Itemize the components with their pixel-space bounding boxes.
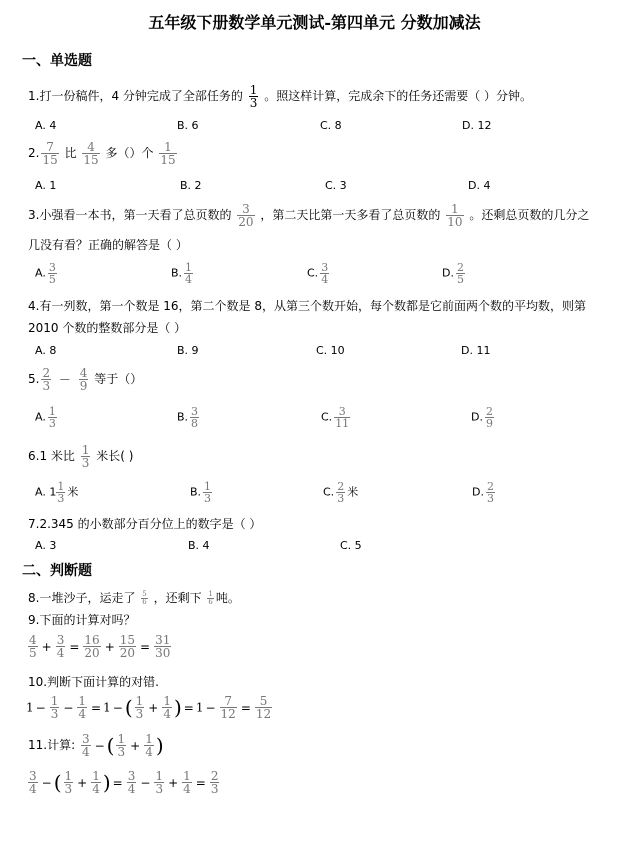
question-4: 4.有一列数，第一个数是 16，第二个数是 8，从第三个数开始，每个数都是它前面两个数的平均数，则第: [28, 299, 586, 313]
question-number: 5.: [28, 372, 40, 386]
option-d[interactable]: D. $\frac{2}{5}$: [442, 261, 464, 286]
question-text: 等于（）: [94, 372, 143, 386]
fraction: $\frac{7}{15}$: [42, 140, 58, 167]
option-b[interactable]: B. $\frac{1}{3}$: [190, 480, 212, 505]
question-text: 米长( ): [96, 449, 134, 463]
fraction: $\frac{4}{9}$: [79, 366, 88, 393]
option-b[interactable]: B. $\frac{3}{8}$: [177, 405, 199, 430]
option-d[interactable]: D. $\frac{2}{9}$: [471, 405, 493, 430]
minus-sign: －: [58, 373, 71, 387]
option-a[interactable]: A. $\frac{3}{5}$: [35, 261, 56, 286]
fraction: $\frac{3}{20}$: [238, 202, 254, 229]
question-9: 9.下面的计算对吗？: [28, 613, 136, 627]
question-text: 多（）个: [105, 146, 154, 160]
fraction: $\frac{1}{15}$: [160, 140, 176, 167]
fraction: $\frac{1}{10}$: [447, 202, 463, 229]
option-b[interactable]: B. 9: [177, 344, 199, 357]
question-3: [28, 203, 589, 228]
option-a[interactable]: A. 1: [35, 179, 57, 192]
fraction: $\frac{4}{15}$: [83, 140, 99, 167]
option-a[interactable]: A. $\frac{1}{3}$: [35, 405, 56, 430]
question-text: 3.小强看一本书，第一天看了总页数的: [28, 208, 232, 222]
fraction: $\frac{1}{3}$: [249, 83, 258, 110]
option-c[interactable]: C. 5: [340, 539, 362, 552]
equation-9: $\frac{4}{5}$ + $\frac{3}{4}$ = $\frac{16}{20}$ + $\frac{15}{20}$ = $\frac{31}{30}$: [29, 633, 171, 660]
option-a[interactable]: A. 4: [35, 119, 57, 132]
option-c[interactable]: C. 10: [316, 344, 345, 357]
question-1-text: 1.打一份稿件，4 分钟完成了全部任务的: [28, 89, 243, 103]
question-1-text-end: 。照这样计算，完成余下的任务还需要（ ）分钟。: [264, 89, 533, 103]
question-11: 11.计算: $\frac{3}{4}$ − ( $\frac{1}{3}$ + $\frac{1}{4}$ ): [28, 732, 164, 759]
question-text: ，还剩下: [153, 591, 202, 605]
option-b[interactable]: B. 2: [180, 179, 202, 192]
option-d[interactable]: D. 12: [462, 119, 492, 132]
question-text: 8.一堆沙子，运走了: [28, 591, 136, 605]
option-d[interactable]: D. 4: [468, 179, 491, 192]
fraction: $\frac{5}{6}$: [142, 590, 147, 606]
question-4-line-2: 2010 个数的整数部分是（ ）: [28, 321, 187, 335]
option-a[interactable]: A. 8: [35, 344, 57, 357]
question-text: ，第二天比第一天多看了总页数的: [260, 208, 441, 222]
option-b[interactable]: B. 4: [188, 539, 210, 552]
question-text: 比: [64, 146, 77, 160]
option-b[interactable]: B. $\frac{1}{4}$: [171, 261, 193, 286]
option-c[interactable]: C. $\frac{2}{3}$ 米: [323, 480, 359, 505]
question-7: 7.2.345 的小数部分百分位上的数字是（ ）: [28, 517, 262, 531]
equation-11: $\frac{3}{4}$ − ( $\frac{1}{3}$ + $\frac{1}{4}$ ) = $\frac{3}{4}$ − $\frac{1}{3}$ + $\frac{1}{4}$ = $\frac{2}{3}$: [29, 769, 219, 796]
question-text: 6.1 米比: [28, 449, 75, 463]
question-text: 吨。: [215, 591, 240, 605]
section-heading-true-false: 二、判断题: [22, 563, 92, 579]
question-text: 。还剩总页数的几分之: [469, 208, 590, 222]
option-a[interactable]: A. 3: [35, 539, 57, 552]
option-c[interactable]: C. 3: [325, 179, 347, 192]
question-6: [28, 444, 133, 469]
option-d[interactable]: D. 11: [461, 344, 491, 357]
option-c[interactable]: C. 8: [320, 119, 342, 132]
question-number: 2.: [28, 146, 40, 160]
option-c[interactable]: C. $\frac{3}{4}$: [307, 261, 329, 286]
equation-10: 1 − $\frac{1}{3}$ − $\frac{1}{4}$ = 1 − ( $\frac{1}{3}$ + $\frac{1}{4}$ ) = 1 − $\frac{7}{12}$ = $\frac{5}{12}$: [26, 694, 272, 721]
option-b[interactable]: B. 6: [177, 119, 199, 132]
page-title: 五年级下册数学单元测试-第四单元 分数加减法: [148, 13, 481, 32]
fraction: $\frac{1}{6}$: [208, 590, 213, 606]
fraction: $\frac{1}{3}$: [81, 443, 90, 470]
question-text: 11.计算:: [28, 738, 76, 752]
option-d[interactable]: D. $\frac{2}{3}$: [472, 480, 494, 505]
option-c[interactable]: C. $\frac{3}{11}$: [321, 405, 350, 430]
fraction: $\frac{2}{3}$: [42, 366, 51, 393]
option-a[interactable]: A. 1 $\frac{1}{3}$ 米: [35, 480, 79, 505]
question-5: [28, 367, 142, 392]
question-10: 10.判断下面计算的对错.: [28, 675, 159, 689]
question-1: [28, 84, 532, 109]
question-2: [28, 141, 179, 166]
section-heading-single-choice: 一、单选题: [22, 53, 92, 69]
question-3-line-2: 几没有看？正确的解答是（ ）: [28, 238, 188, 252]
question-8: [28, 589, 240, 606]
